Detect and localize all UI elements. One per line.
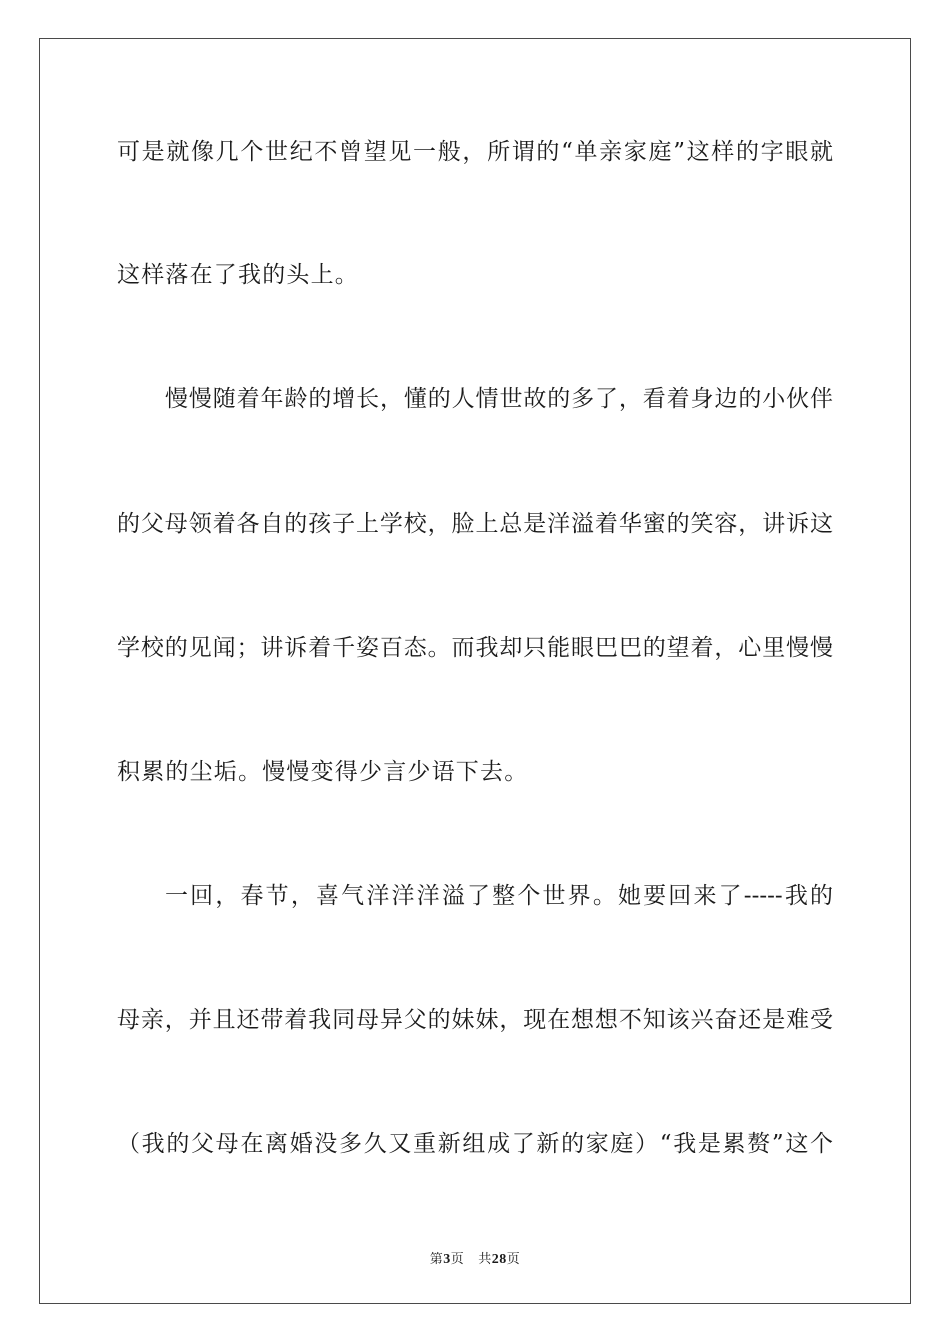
page-border [39,38,911,1304]
page-suffix: 页 [450,1252,465,1267]
page-prefix: 第 [429,1252,444,1267]
total-suffix: 页 [506,1252,521,1267]
text-line-1: 可是就像几个世纪不曾望见一般，所谓的“单亲家庭”这样的字眼就 [117,139,833,165]
text-line-4: 的父母领着各自的孩子上学校，脸上总是洋溢着华蜜的笑容，讲诉这 [117,511,833,537]
total-prefix: 共 [478,1252,492,1267]
page-number: 3 [443,1252,451,1267]
text-line-9: （我的父母在离婚没多久又重新组成了新的家庭）“我是累赘”这个 [117,1131,833,1157]
page-footer [0,1248,950,1268]
text-line-5: 学校的见闻；讲诉着千姿百态。而我却只能眼巴巴的望着，心里慢慢 [117,635,833,661]
text-line-7: 一回，春节，喜气洋洋洋溢了整个世界。她要回来了-----我的 [165,883,833,909]
text-line-2: 这样落在了我的头上。 [117,262,359,288]
text-line-6: 积累的尘垢。慢慢变得少言少语下去。 [117,759,529,785]
text-line-3: 慢慢随着年龄的增长，懂的人情世故的多了，看着身边的小伙伴 [165,386,833,412]
text-line-8: 母亲，并且还带着我同母异父的妹妹，现在想想不知该兴奋还是难受 [117,1007,833,1033]
total-pages: 28 [491,1252,507,1267]
